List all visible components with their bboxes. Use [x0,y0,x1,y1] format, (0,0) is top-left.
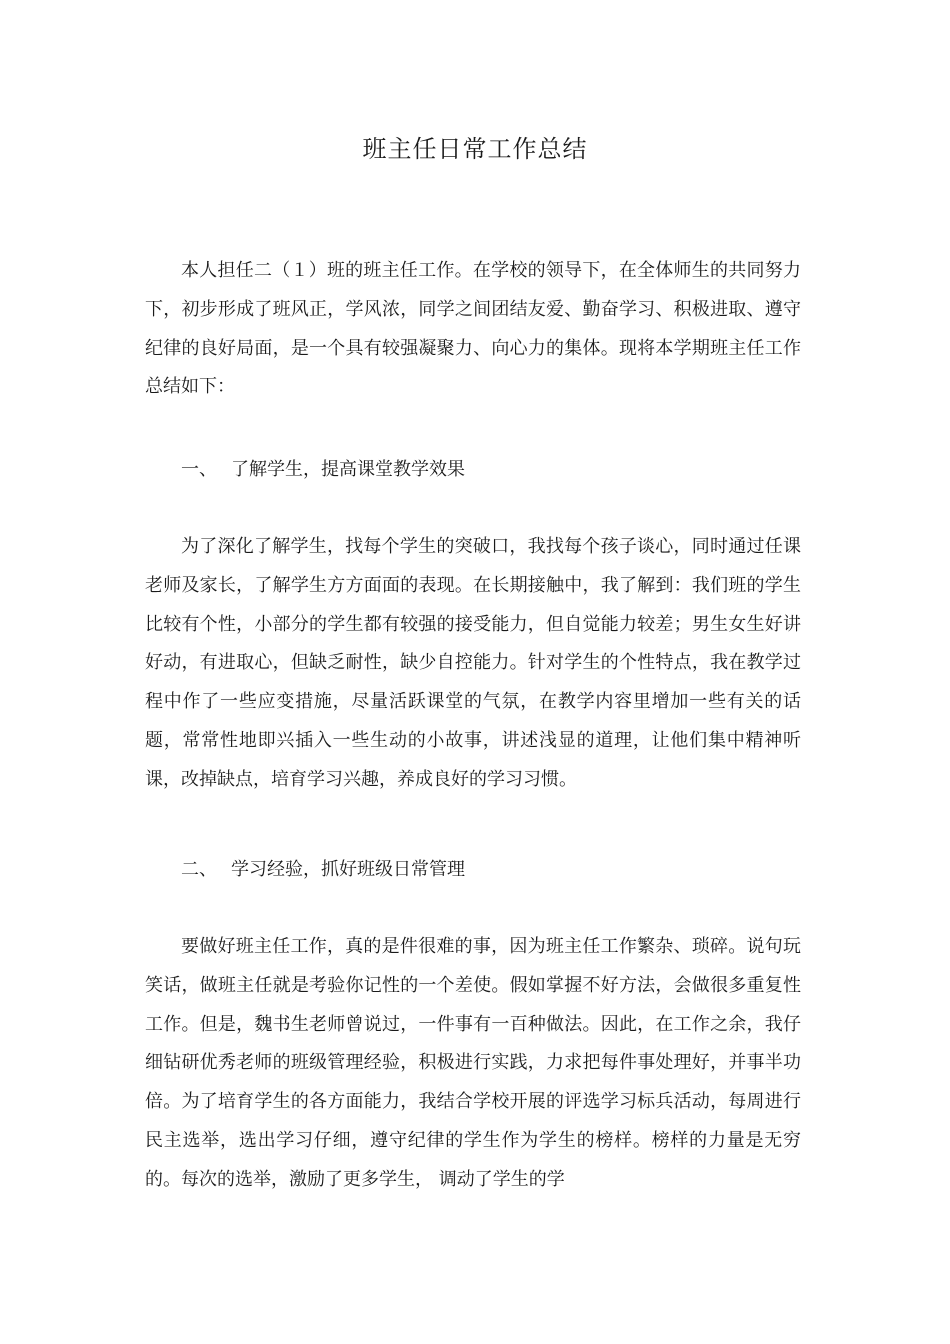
section-heading-1 [181,451,465,489]
section-heading-text: 了解学生，提高课堂教学效果 [231,459,465,480]
section-paragraph-2: 要做好班主任工作，真的是件很难的事，因为班主任工作繁杂、琐碎。说句玩笑话，做班主任就是考验你记性的一个差使。假如掌握不好方法，会做很多重复性工作。但是，魏书生老师曾说过，一件事有一百种做法。因此，在工作之余，我仔细钻研优秀老师的班级管理经验，积极进行实践，力求把每件事处理好，并事半功倍。为了培育学生的各方面能力，我结合学校开展的评选学习标兵活动，每周进行民主选举，选出学习仔细，遵守纪律的学生作为学生的榜样。榜样的力量是无穷的。每次的选举，激励了更多学生， 调动了学生的学 [145,936,801,1190]
document-title: 班主任日常工作总结 [362,135,588,163]
section-paragraph-1: 为了深化了解学生，找每个学生的突破口，我找每个孩子谈心，同时通过任课老师及家长，了解学生方方面面的表现。在长期接触中，我了解到：我们班的学生比较有个性，小部分的学生都有较强的接受能力，但自觉能力较差；男生女生好讲好动，有进取心，但缺乏耐性，缺少自控能力。针对学生的个性特点，我在教学过程中作了一些应变措施，尽量活跃课堂的气氛，在教学内容里增加一些有关的话题，常常性地即兴插入一些生动的小故事，讲述浅显的道理，让他们集中精神听课，改掉缺点，培育学习兴趣，养成良好的学习习惯。 [145,536,801,790]
intro-paragraph: 本人担任二（１）班的班主任工作。在学校的领导下，在全体师生的共同努力下，初步形成了班风正，学风浓，同学之间团结友爱、勤奋学习、积极进取、遵守纪律的良好局面，是一个具有较强凝聚力、向心力的集体。现将本学期班主任工作总结如下： [145,260,801,398]
section-heading-2 [181,851,465,889]
section-number: 二、 [181,859,217,880]
section-number: 一、 [181,459,217,480]
section-heading-text: 学习经验，抓好班级日常管理 [231,859,465,880]
